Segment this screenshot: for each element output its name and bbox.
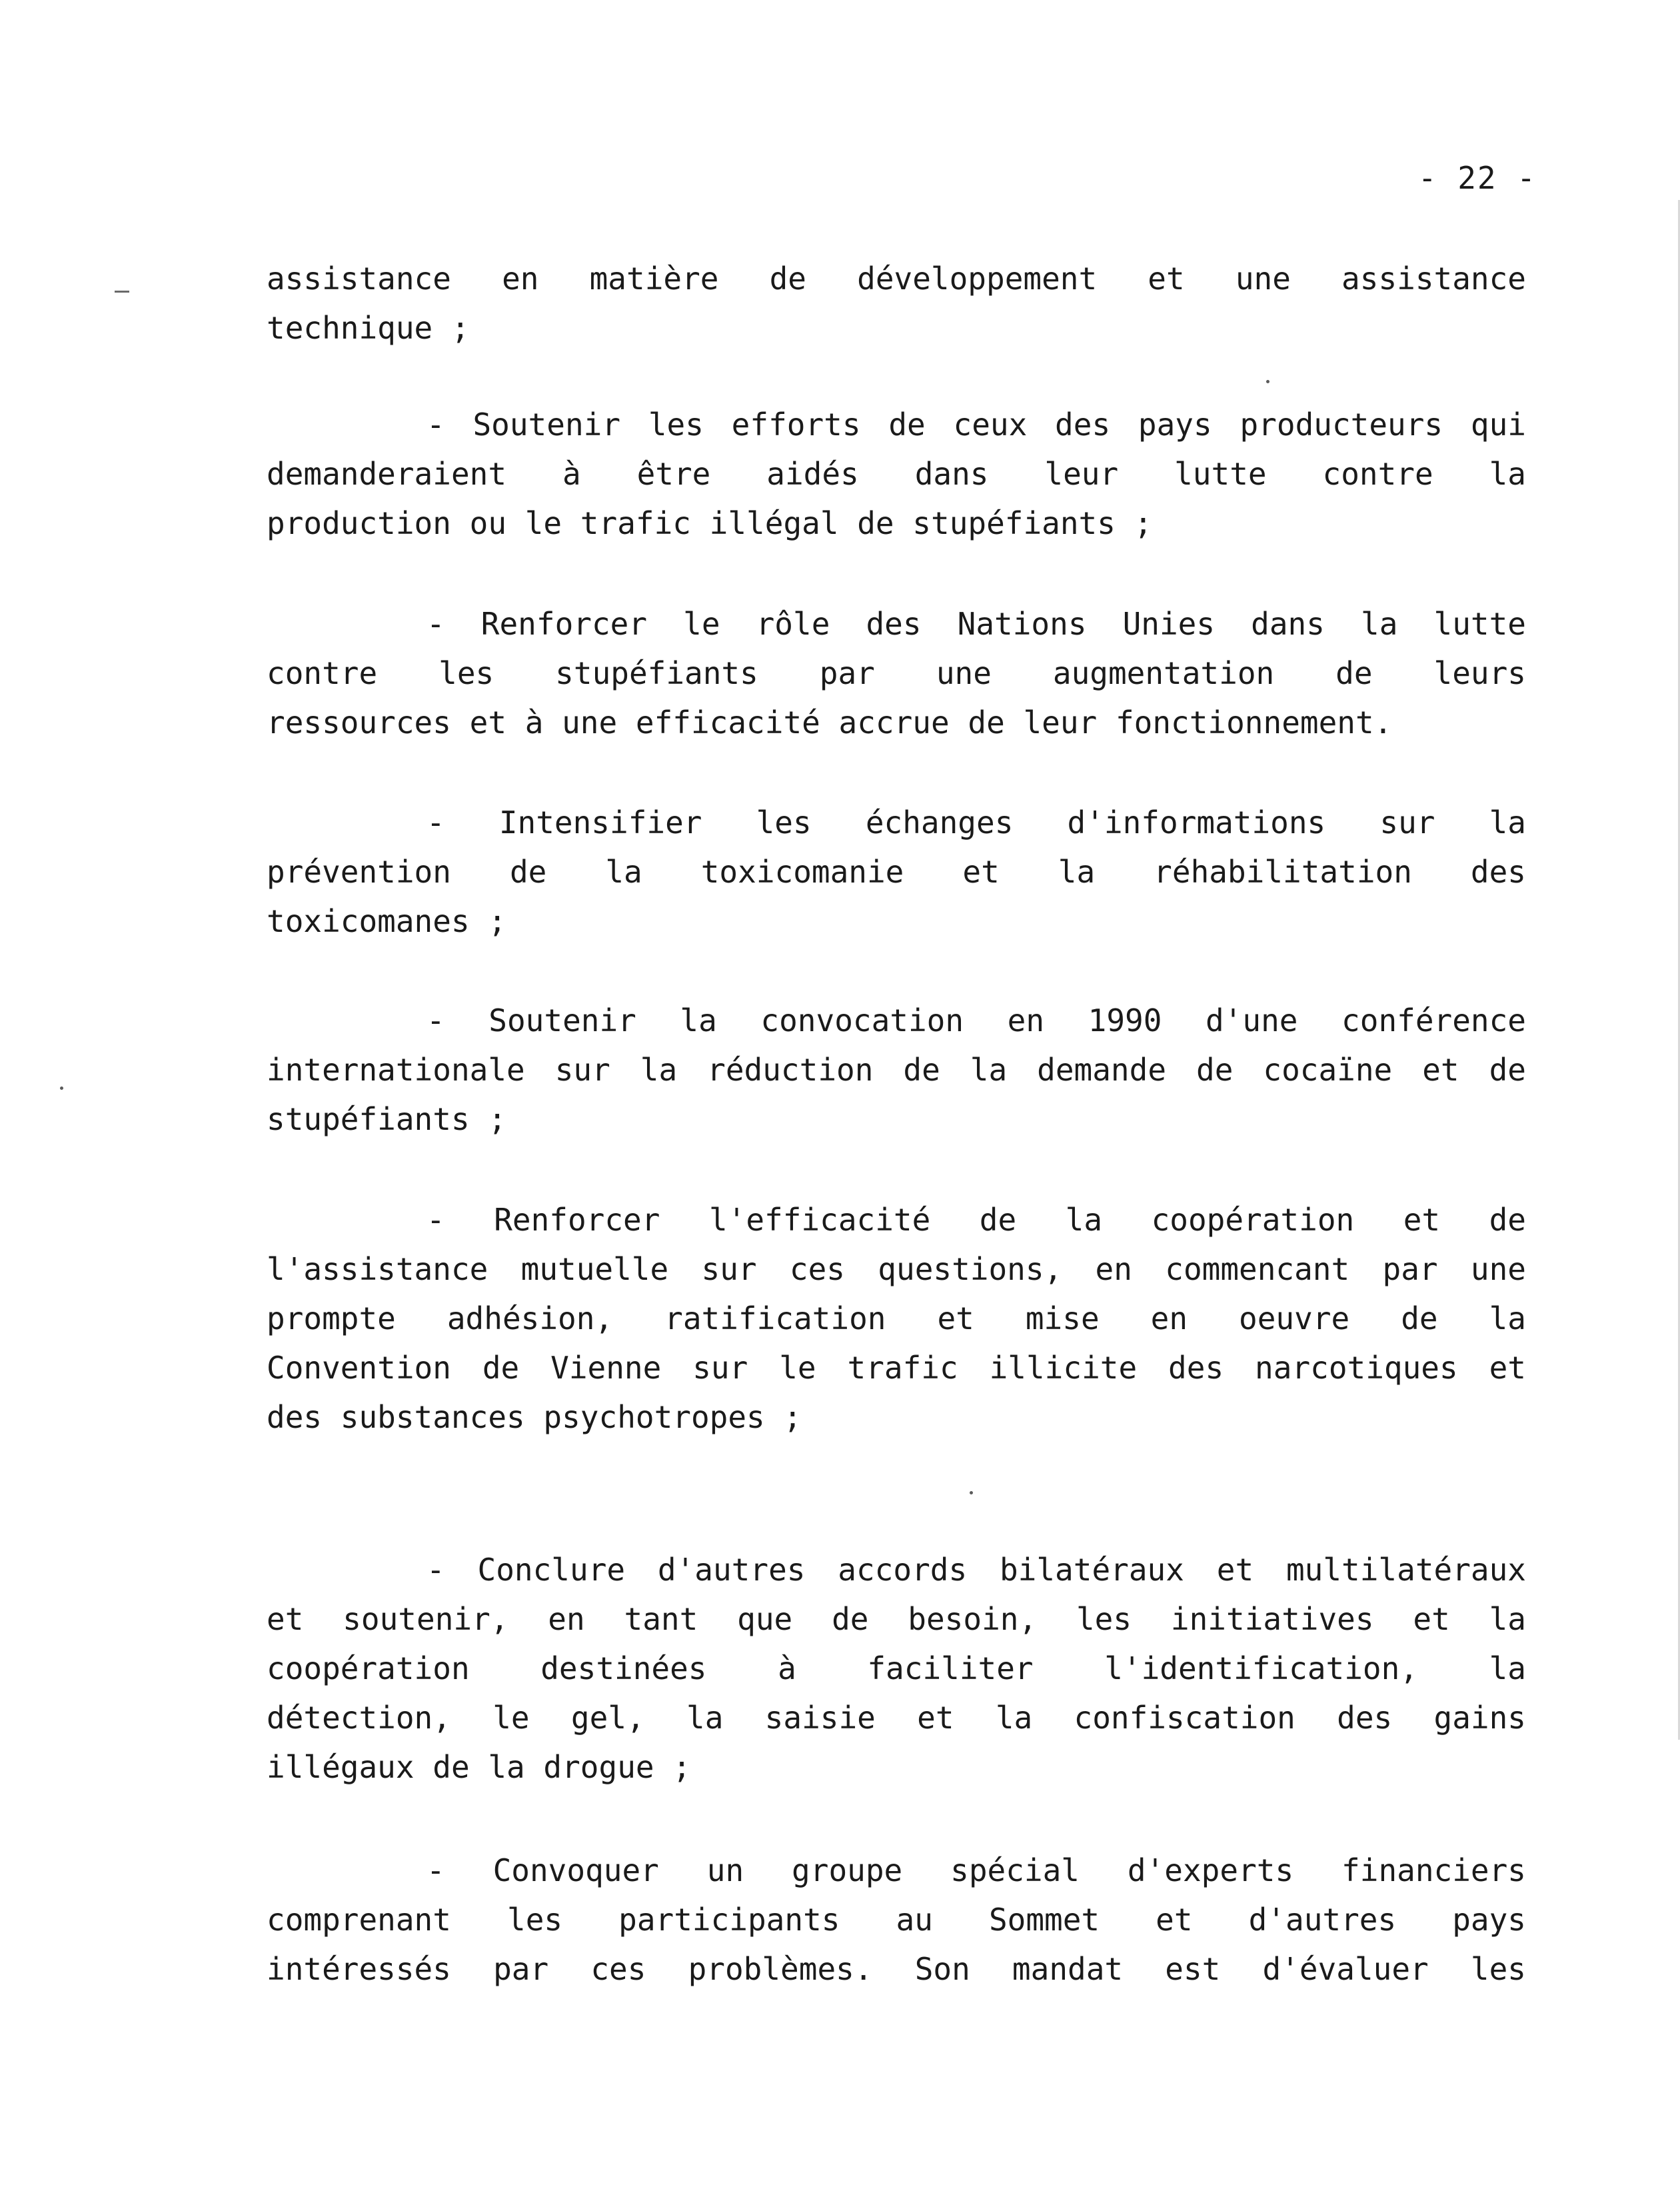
text-line: prévention de la toxicomanie et la réhabilitation des: [267, 854, 1526, 890]
text-line: - Soutenir la convocation en 1990 d'une conférence: [426, 1003, 1526, 1039]
page-number: - 22 -: [1417, 160, 1537, 196]
text-line: l'assistance mutuelle sur ces questions, en commencant par une: [267, 1251, 1526, 1287]
text-line: détection, le gel, la saisie et la confiscation des gains: [267, 1700, 1526, 1736]
scan-speck: [60, 1087, 63, 1090]
scan-mark: [115, 291, 129, 293]
paragraph-6: [267, 1195, 1526, 1442]
text-line: illégaux de la drogue ;: [267, 1749, 691, 1785]
text-line: Convention de Vienne sur le trafic illicite des narcotiques et: [267, 1350, 1526, 1386]
text-line: contre les stupéfiants par une augmentation de leurs: [267, 655, 1526, 691]
text-line: demanderaient à être aidés dans leur lutte contre la: [267, 456, 1526, 492]
paragraph-7: [267, 1545, 1526, 1792]
text-line: - Intensifier les échanges d'informations sur la: [426, 805, 1526, 841]
text-line: comprenant les participants au Sommet et d'autres pays: [267, 1902, 1526, 1938]
text-line: assistance en matière de développement et une assistance: [267, 261, 1526, 297]
text-line: des substances psychotropes ;: [267, 1399, 802, 1435]
text-line: prompte adhésion, ratification et mise en oeuvre de la: [267, 1300, 1526, 1336]
paragraph-4: [267, 798, 1526, 946]
paragraph-8: [267, 1846, 1526, 1994]
text-line: - Convoquer un groupe spécial d'experts financiers: [426, 1852, 1526, 1888]
scan-speck: [1266, 380, 1269, 383]
text-line: ressources et à une efficacité accrue de leur fonctionnement.: [267, 705, 1393, 741]
text-line: internationale sur la réduction de la demande de cocaïne et de: [267, 1052, 1526, 1088]
text-line: stupéfiants ;: [267, 1101, 507, 1137]
text-line: - Conclure d'autres accords bilatéraux et multilatéraux: [426, 1552, 1526, 1588]
text-line: - Soutenir les efforts de ceux des pays producteurs qui: [426, 407, 1526, 443]
scan-speck: [970, 1491, 973, 1494]
text-line: intéressés par ces problèmes. Son mandat est d'évaluer les: [267, 1951, 1526, 1987]
text-line: - Renforcer le rôle des Nations Unies dans la lutte: [426, 606, 1526, 642]
text-line: coopération destinées à faciliter l'identification, la: [267, 1650, 1526, 1686]
paragraph-5: [267, 996, 1526, 1144]
paragraph-1: [267, 254, 1526, 353]
text-line: production ou le trafic illégal de stupéfiants ;: [267, 505, 1153, 541]
paragraph-2: [267, 400, 1526, 548]
text-line: toxicomanes ;: [267, 903, 507, 939]
text-line: technique ;: [267, 310, 470, 346]
text-line: et soutenir, en tant que de besoin, les initiatives et la: [267, 1601, 1526, 1637]
paragraph-3: [267, 599, 1526, 747]
text-line: - Renforcer l'efficacité de la coopération et de: [426, 1202, 1526, 1238]
